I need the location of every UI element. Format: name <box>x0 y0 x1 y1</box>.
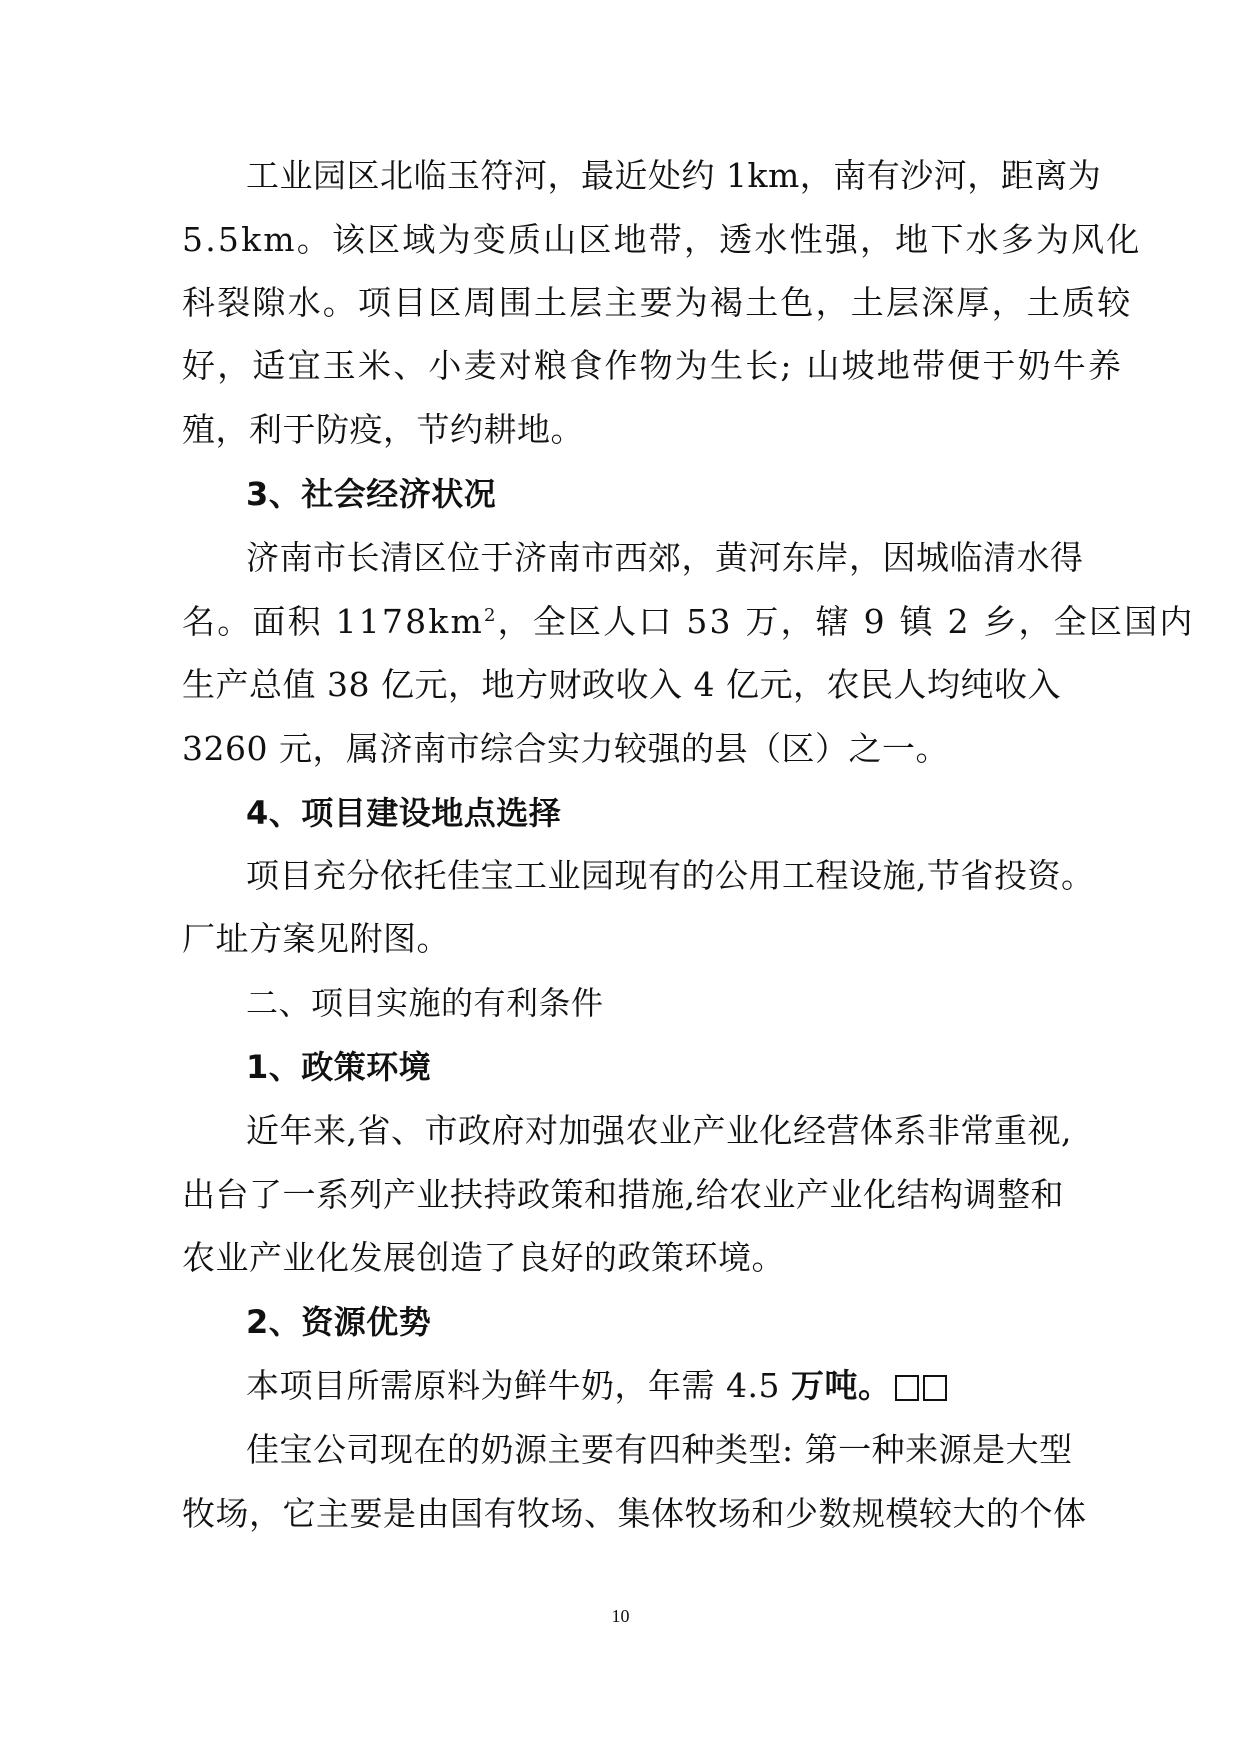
paragraph-line: 殖，利于防疫，节约耕地。 <box>182 410 584 449</box>
text-span: 本项目所需原料为鲜牛奶，年需 4.5 <box>246 1366 791 1405</box>
paragraph-line: 3260 元，属济南市综合实力较强的县（区）之一。 <box>182 729 949 768</box>
paragraph-line: 农业产业化发展创造了良好的政策环境。 <box>182 1238 785 1277</box>
paragraph-line <box>246 1356 947 1416</box>
bold-text: 万吨。 <box>790 1366 892 1405</box>
section-heading: 2、资源优势 <box>246 1303 432 1341</box>
paragraph-line: 近年来,省、市政府对加强农业产业化经营体系非常重视, <box>246 1111 1072 1150</box>
section-heading: 1、政策环境 <box>246 1048 432 1086</box>
superscript: 2 <box>483 605 498 626</box>
paragraph-line <box>182 592 1195 652</box>
section-heading: 4、项目建设地点选择 <box>246 794 562 832</box>
paragraph-line: 项目充分依托佳宝工业园现有的公用工程设施,节省投资。 <box>246 856 1095 895</box>
paragraph-line: 厂址方案见附图。 <box>182 919 450 958</box>
paragraph-line: 出台了一系列产业扶持政策和措施,给农业产业化结构调整和 <box>182 1175 1064 1214</box>
paragraph-line: 科裂隙水。项目区周围土层主要为褐土色，土层深厚，土质较 <box>182 283 1133 322</box>
paragraph-line: 工业园区北临玉符河，最近处约 1km，南有沙河，距离为 <box>246 156 1102 195</box>
placeholder-box-icon <box>923 1375 947 1401</box>
section-heading: 3、社会经济状况 <box>246 475 497 513</box>
placeholder-box-icon <box>895 1375 919 1401</box>
paragraph-line: 好，适宜玉米、小麦对粮食作物为生长; 山坡地带便于奶牛养 <box>182 346 1124 385</box>
page-number: 10 <box>611 1606 630 1626</box>
paragraph-line: 佳宝公司现在的奶源主要有四种类型: 第一种来源是大型 <box>246 1430 1073 1469</box>
paragraph-line: 生产总值 38 亿元，地方财政收入 4 亿元，农民人均纯收入 <box>182 665 1061 704</box>
paragraph-line: 济南市长清区位于济南市西郊，黄河东岸，因城临清水得 <box>246 538 1084 577</box>
paragraph-line: 5.5km。该区域为变质山区地带，透水性强，地下水多为风化 <box>182 220 1142 259</box>
text-span: ，全区人口 53 万，辖 9 镇 2 乡，全区国内 <box>497 602 1195 641</box>
chapter-heading: 二、项目实施的有利条件 <box>246 984 604 1022</box>
paragraph-line: 牧场，它主要是由国有牧场、集体牧场和少数规模较大的个体 <box>182 1494 1087 1533</box>
text-span: 名。面积 1178km <box>182 602 484 641</box>
